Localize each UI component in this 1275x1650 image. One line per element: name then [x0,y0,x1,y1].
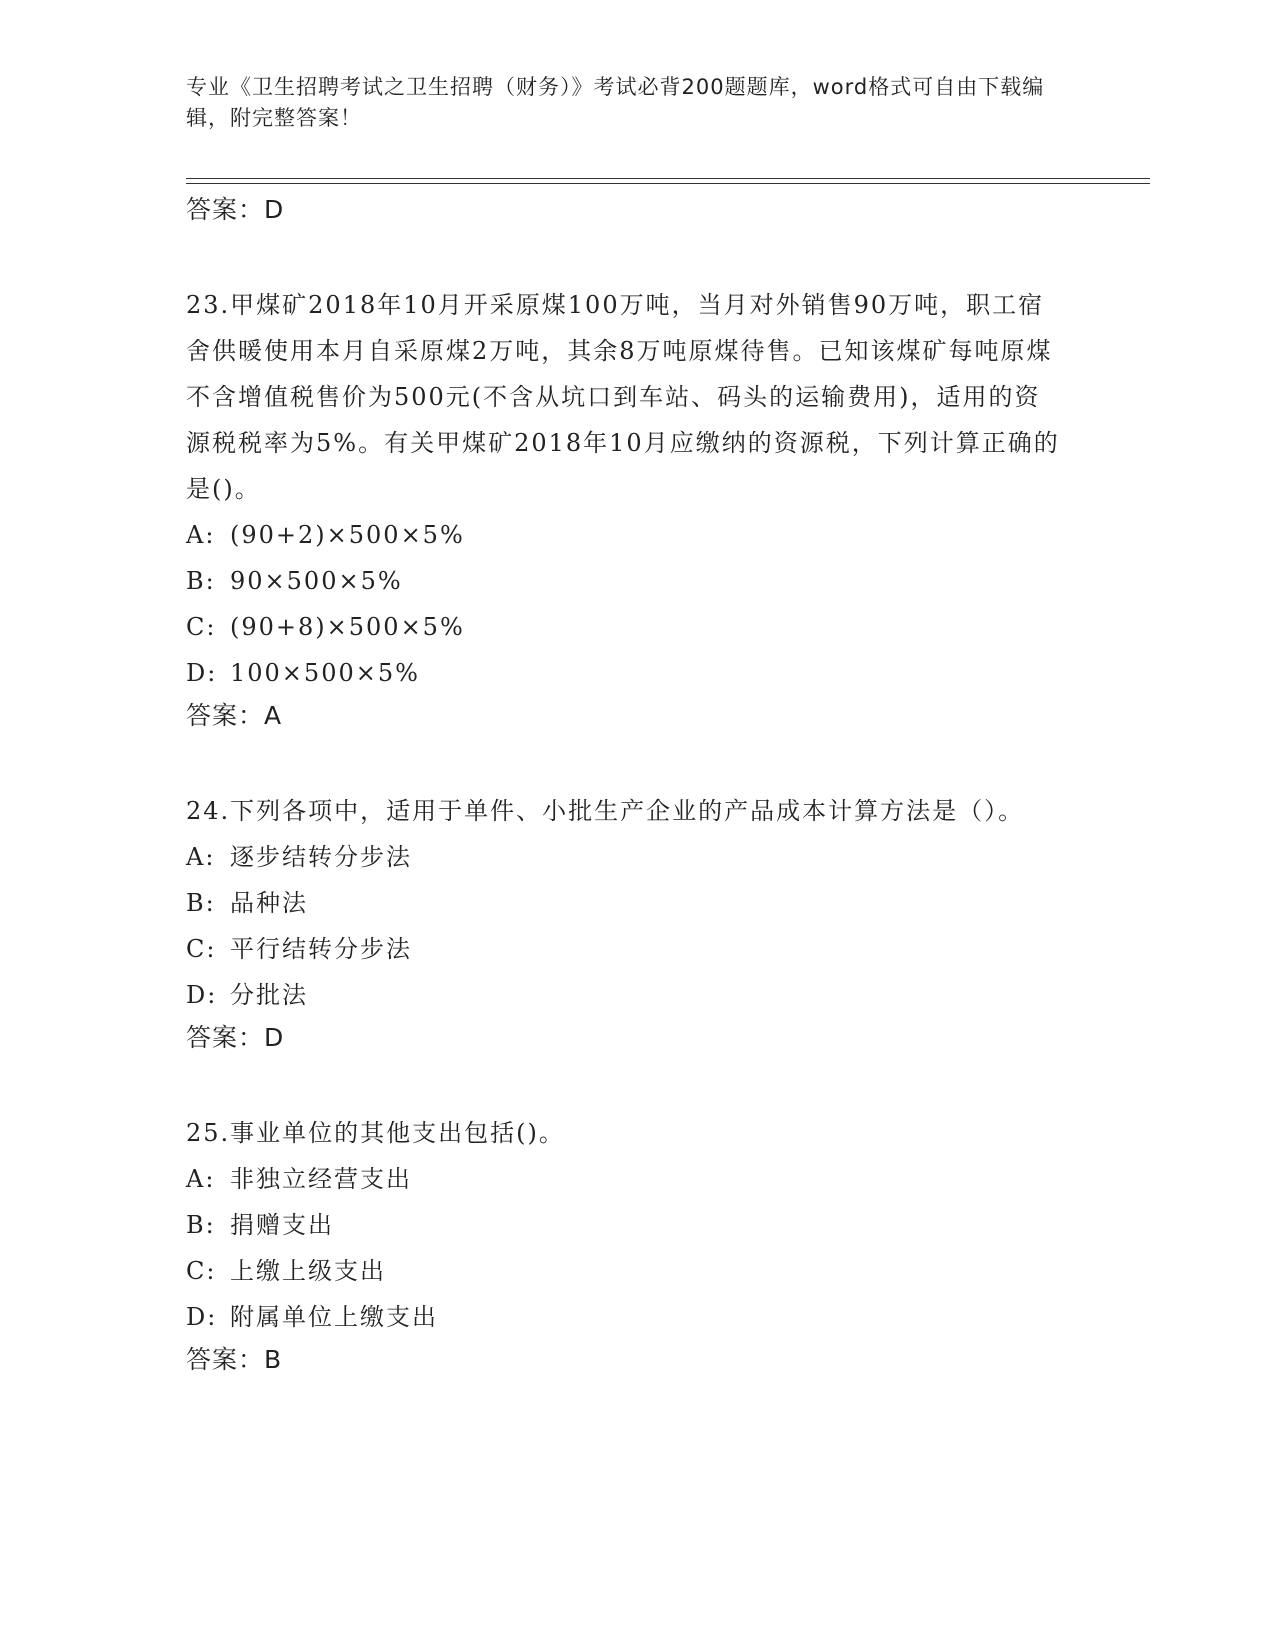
question-23 [186,282,1086,736]
option-label: A: [186,1165,216,1193]
option-a [186,1156,1086,1202]
option-label: B: [186,567,216,595]
page-header: 专业《卫生招聘考试之卫生招聘（财务）》考试必背200题题库，word格式可自由下载编辑，附完整答案！ [186,75,1045,130]
option-label: D: [186,981,218,1009]
question-stem: 24.下列各项中，适用于单件、小批生产企业的产品成本计算方法是（）。 [186,797,1025,825]
option-text: 平行结转分步法 [230,935,412,963]
option-text: (90+8)×500×5% [230,613,465,641]
option-d [186,1294,1086,1340]
document-body [186,190,1086,1380]
option-b [186,880,1086,926]
option-d [186,972,1086,1018]
answer-text: 答案：D [186,1023,285,1052]
question-stem: 23.甲煤矿2018年10月开采原煤100万吨，当月对外销售90万吨，职工宿舍供暖使用本月自采原煤2万吨，其余8万吨原煤待售。已知该煤矿每吨原煤不含增值税售价为500元(不含从坑口到车站、码头的运输费用)，适用的资源税税率为5%。有关甲煤矿2018年10月应缴纳的资源税，下列计算正确的是()。 [186,291,1060,503]
question-25 [186,1110,1086,1380]
option-text: 附属单位上缴支出 [230,1303,438,1331]
option-text: 品种法 [230,889,308,917]
option-text: 逐步结转分步法 [230,843,412,871]
option-text: (90+2)×500×5% [230,521,465,549]
option-label: A: [186,843,216,871]
option-label: B: [186,889,216,917]
option-a [186,512,1086,558]
option-c [186,1248,1086,1294]
option-a [186,834,1086,880]
option-b [186,558,1086,604]
option-label: B: [186,1211,216,1239]
option-c [186,926,1086,972]
header-rule [186,178,1150,184]
option-label: C: [186,613,217,641]
answer-text: 答案：B [186,1345,283,1374]
option-d [186,650,1086,696]
option-text: 100×500×5% [230,659,420,687]
question-24 [186,788,1086,1058]
option-label: C: [186,935,217,963]
option-text: 分批法 [230,981,308,1009]
option-text: 90×500×5% [230,567,403,595]
option-text: 非独立经营支出 [230,1165,412,1193]
option-text: 捐赠支出 [230,1211,334,1239]
option-b [186,1202,1086,1248]
option-label: C: [186,1257,217,1285]
answer-text: 答案：A [186,701,283,730]
answer-text: 答案：D [186,195,285,224]
option-text: 上缴上级支出 [230,1257,386,1285]
question-stem: 25.事业单位的其他支出包括()。 [186,1119,565,1147]
option-label: A: [186,521,216,549]
option-c [186,604,1086,650]
option-label: D: [186,1303,218,1331]
option-label: D: [186,659,218,687]
